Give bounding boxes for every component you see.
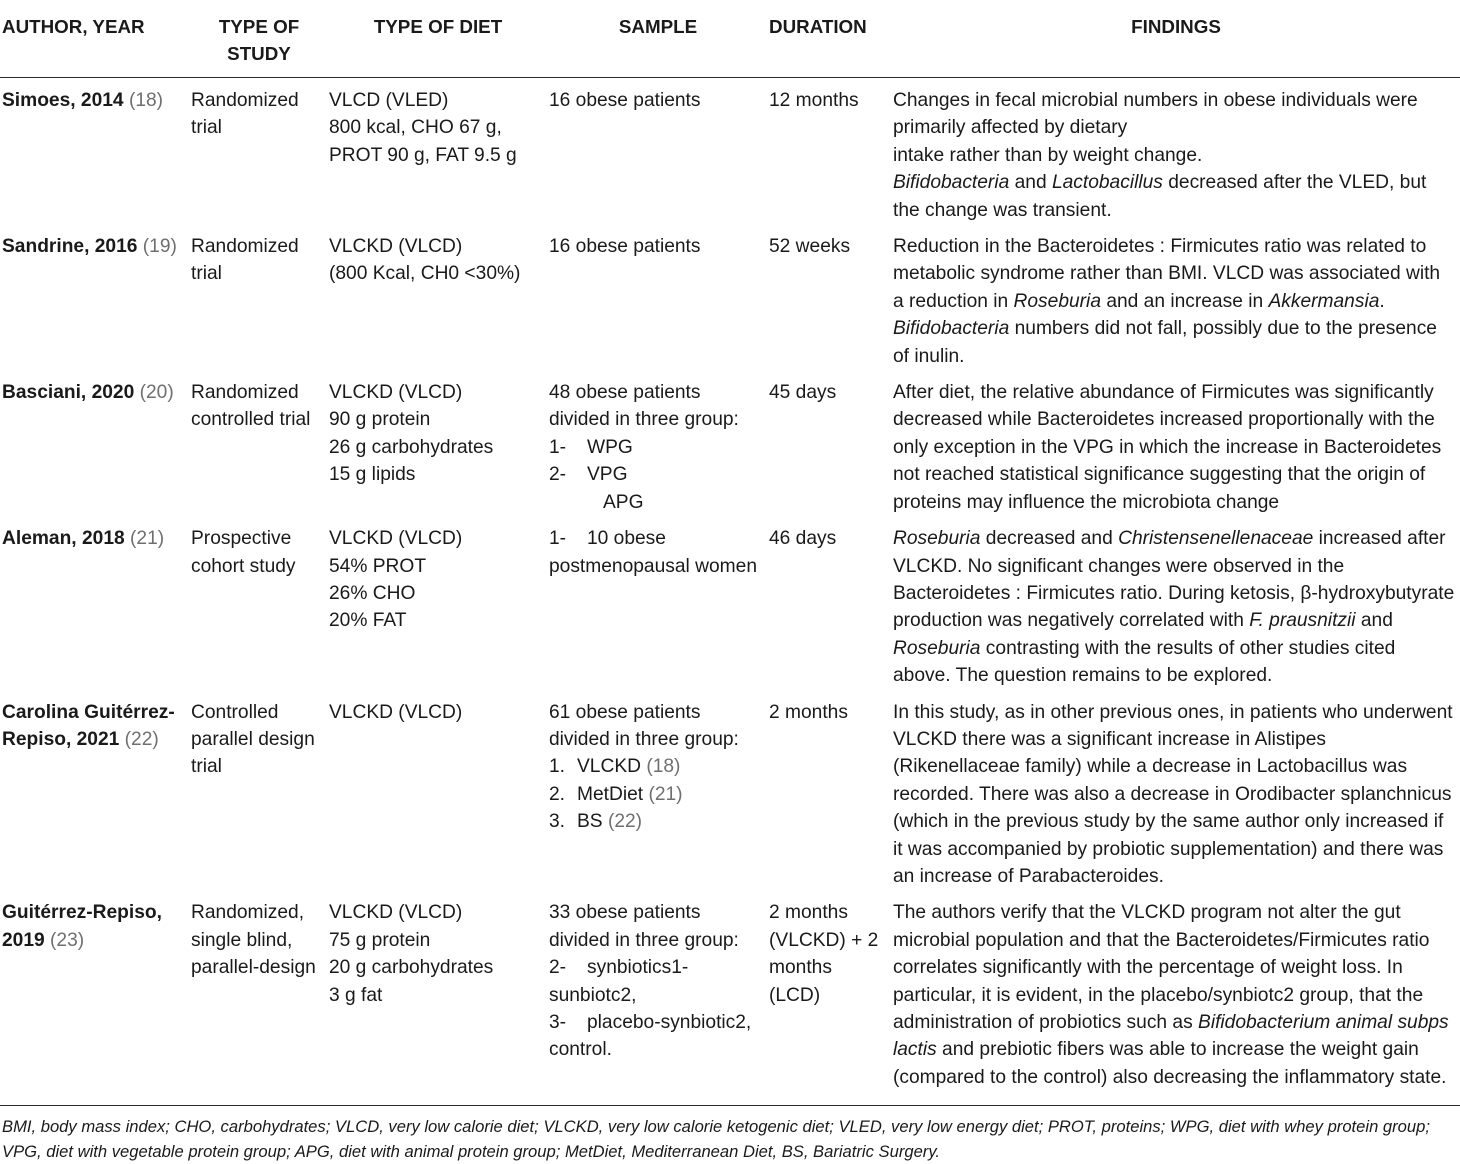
cell-diet [328,690,548,891]
reference-link[interactable]: (22) [607,811,643,833]
cell-study-type: Controlled parallel design trial [191,701,315,778]
sample-group: 1- WPG [549,436,633,458]
diet-line: 20 g carbohydrates [329,957,494,979]
diet-line: VLCKD (VLCD) [329,382,463,404]
diet-line: 800 kcal, CHO 67 g, [329,117,502,139]
cell-duration: 2 months [769,701,848,723]
cell-findings [892,78,1460,225]
author-name: Aleman, 2018 [2,528,125,550]
findings-taxon: Lactobacillus [1051,172,1163,194]
diet-line: 26% CHO [329,582,416,604]
reference-link[interactable]: (18) [128,90,164,111]
cell-study-type: Randomized trial [191,90,299,139]
table-row [0,78,1460,225]
cell-author [0,516,190,689]
header-sample: SAMPLE [548,0,768,78]
findings-taxon: Bifidobacterium animal subps lactis [893,1012,1449,1061]
cell-duration: 2 months (VLCKD) + 2 months (LCD) [769,902,879,1006]
reference-link[interactable]: (22) [124,728,159,750]
findings-text: decreased after the VLED, but the change was transient. [893,172,1427,221]
diet-line: VLCKD (VLCD) [329,902,463,924]
cell-sample [548,890,768,1097]
sample-number: 1- [549,528,567,550]
cell-diet [328,370,548,516]
reference-link[interactable]: (20) [139,382,174,404]
cell-diet [328,890,548,1097]
cell-study-type: Prospective cohort study [191,528,296,577]
findings-text: intake rather than by weight change. [893,144,1203,166]
diet-line: VLCKD (VLCD) [329,701,463,723]
reference-link[interactable]: (21) [648,783,683,805]
sample-intro: 48 obese patients divided in three group: [549,382,739,431]
cell-diet [328,78,548,225]
sample-group: 2- synbiotics1-sunbiotc2, [549,957,689,1006]
diet-line: VLCKD (VLCD) [329,236,463,258]
cell-study-type: Randomized, single blind, parallel-design [191,902,316,979]
reference-link[interactable]: (23) [50,929,85,951]
diet-line: 75 g protein [329,929,431,951]
cell-findings [892,890,1460,1097]
header-findings: FINDINGS [892,0,1460,78]
cell-author [0,78,190,225]
cell-findings [892,224,1460,370]
sample-group: 3. BS (22) [549,811,643,833]
findings-taxon: Bifidobacteria [893,318,1010,340]
reference-link[interactable]: (19) [142,236,177,258]
sample-intro: 33 obese patients divided in three group: [549,902,739,951]
table-row [0,370,1460,516]
header-duration: DURATION [768,0,892,78]
cell-sample: 16 obese patients [549,236,701,258]
diet-line: 90 g protein [329,409,431,431]
sample-group: 2. MetDiet (21) [549,783,683,805]
header-type-of-diet: TYPE OF DIET [328,0,548,78]
findings-text: decreased and [980,528,1119,550]
cell-sample: 16 obese patients [549,90,701,111]
cell-sample [548,516,768,689]
findings-text: Reduction in the Bacteroidetes : Firmicutes ratio was related to metabolic syndrome rather than BMI. VLCD was associated with a reduction in [893,236,1441,312]
cell-findings: In this study, as in other previous ones, in patients who underwent VLCKD there was a significant increase in Alistipes (Rikenellaceae family) while a decrease in Lactobacillus was recorded. There was also a decrease in Orodibacter splanchnicus (which in the previous study by the same author only increased if it was accompanied by probiotic supplementation) and there was an increase of Parabacteroides. [893,701,1453,887]
findings-text: increased after VLCKD. No significant changes were observed in the Bacteroidetes : Firmicutes ratio. During ketosis, β-hydroxybutyrate production was negatively correlated with [893,528,1455,632]
findings-taxon: Roseburia [893,528,981,550]
table-row [0,516,1460,689]
header-row [0,0,1460,78]
cell-duration: 45 days [769,382,837,404]
diet-line: PROT 90 g, FAT 9.5 g [329,144,517,166]
cell-author [0,370,190,516]
findings-taxon: F. prausnitzii [1249,610,1356,632]
cell-study-type: Randomized trial [191,236,299,285]
diet-line: 54% PROT [329,555,427,577]
cell-findings: After diet, the relative abundance of Firmicutes was significantly decreased while Bacteroidetes increased proportionally with the only exception in the VPG in which the increase in Bacteroidetes not reached statistical significance suggesting that the origin of proteins may influence the microbiota change [893,382,1442,513]
diet-line: 26 g carbohydrates [329,436,494,458]
findings-taxon: Roseburia [893,637,981,659]
findings-text: numbers did not fall, possibly due to the presence of inulin. [893,318,1437,367]
cell-findings [892,516,1460,689]
table-footnote: BMI, body mass index; CHO, carbohydrates; VLCD, very low calorie diet; VLCKD, very low calorie ketogenic diet; VLED, very low energy diet; PROT, proteins; WPG, diet with whey protein group; VPG, diet with vegetable protein group; APG, diet with animal protein group; MetDiet, Mediterranean Diet, BS, Bariatric Surgery. [0,1105,1460,1164]
cell-author [0,224,190,370]
author-name: Guitérrez-Repiso, 2019 [2,902,162,951]
sample-group: 3- placebo-synbiotic2, control. [549,1012,752,1061]
diet-line: (800 Kcal, CH0 <30%) [329,263,521,285]
cell-sample [548,690,768,891]
findings-taxon: Roseburia [1013,290,1101,312]
cell-diet [328,516,548,689]
table-row [0,890,1460,1097]
cell-duration: 52 weeks [769,236,851,258]
findings-text: The authors verify that the VLCKD program not alter the gut microbial population and that the Bacteroidetes/Firmicutes ratio correlates significantly with the percentage of weight loss. In particular, it is evident, in the placebo/synbiotc2 group, that the administration of probiotics such as [893,902,1430,1033]
author-name: Basciani, 2020 [2,382,135,404]
diet-line: 20% FAT [329,610,407,632]
findings-text: and prebiotic fibers was able to increase the weight gain (compared to the control) also decreasing the inflammatory state. [893,1039,1447,1088]
author-name: Sandrine, 2016 [2,236,138,258]
reference-link[interactable]: (18) [646,756,681,778]
cell-diet [328,224,548,370]
cell-study-type: Randomized controlled trial [191,382,311,431]
cell-author [0,890,190,1097]
cell-duration: 46 days [769,528,837,550]
findings-text: and [1355,610,1393,632]
table-row [0,690,1460,891]
header-author-year: AUTHOR, YEAR [0,0,190,78]
sample-intro: 61 obese patients divided in three group: [549,701,739,750]
diet-line: 3 g fat [329,984,383,1006]
findings-text: Changes in fecal microbial numbers in obese individuals were primarily affected by dietary [893,90,1418,139]
findings-taxon: Akkermansia [1268,290,1380,312]
reference-link[interactable]: (21) [130,528,165,550]
findings-taxon: Christensenellenaceae [1118,528,1314,550]
findings-text: . [1379,290,1385,312]
sample-group: 2- VPG [549,464,628,486]
cell-author [0,690,190,891]
findings-text: and [1009,172,1052,194]
author-name: Carolina Guitérrez-Repiso, 2021 [2,701,175,750]
cell-sample [548,370,768,516]
sample-text: 10 obese postmenopausal women [549,528,757,577]
sample-group: 1. VLCKD (18) [549,756,681,778]
findings-text: and an increase in [1101,290,1269,312]
diet-line: VLCKD (VLCD) [329,528,463,550]
table-row [0,224,1460,370]
findings-taxon: Bifidobacteria [893,172,1010,194]
cell-duration: 12 months [769,90,859,111]
findings-text: contrasting with the results of other studies cited above. The question remains to be explored. [893,637,1396,687]
diet-line: VLCD (VLED) [329,90,449,111]
sample-group: APG [603,491,644,513]
author-name: Simoes, 2014 [2,90,124,111]
header-type-of-study: TYPE OF STUDY [190,0,328,78]
diet-line: 15 g lipids [329,464,416,486]
